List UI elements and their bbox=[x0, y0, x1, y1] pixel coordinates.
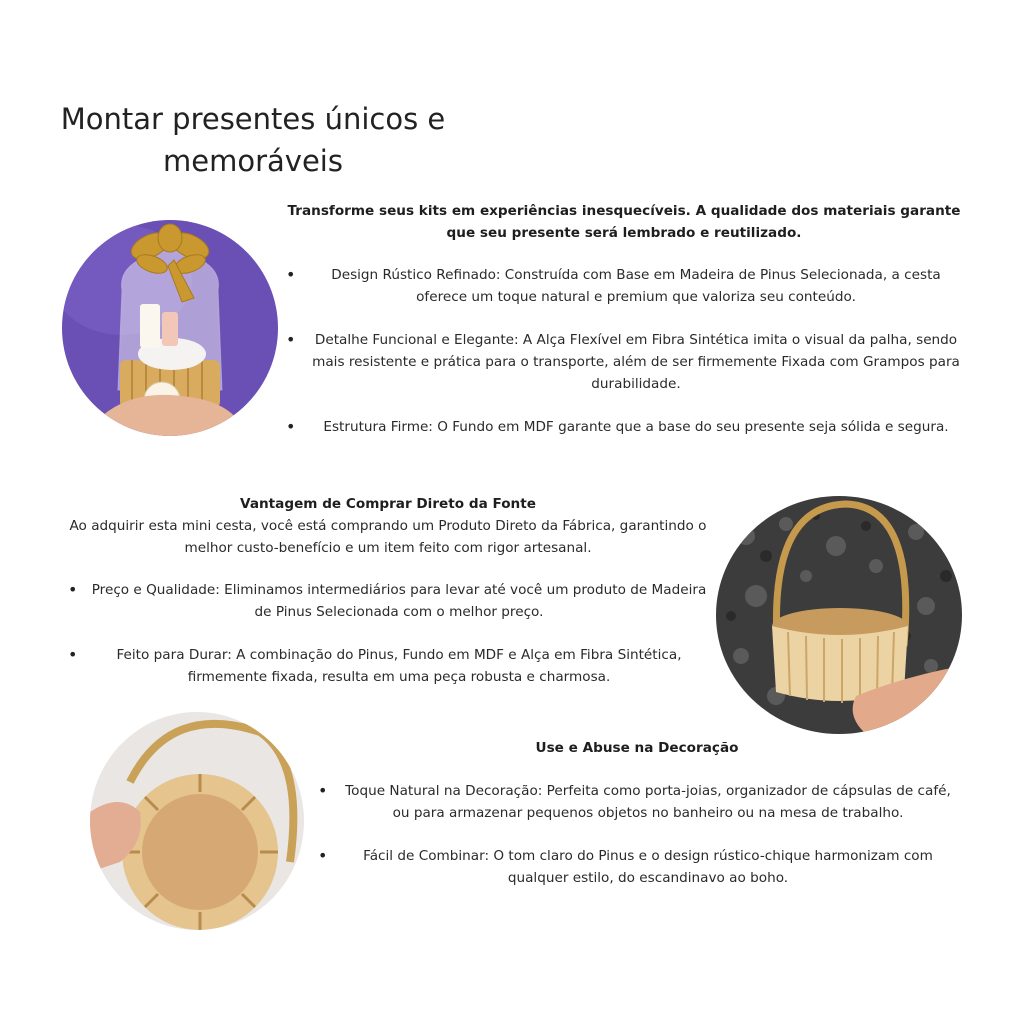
advantage-list bbox=[62, 579, 714, 688]
gift-basket-photo bbox=[62, 220, 278, 436]
decoration-section bbox=[316, 737, 958, 910]
decoration-list bbox=[316, 780, 958, 889]
materials-section bbox=[286, 200, 962, 459]
list-item: • Fácil de Combinar: O tom claro do Pinus e o design rústico-chique harmonizam com qualquer estilo, do escandinavo ao boho. bbox=[316, 845, 958, 889]
list-item: • Design Rústico Refinado: Construída com Base em Madeira de Pinus Selecionada, a cesta oferece um toque natural e premium que valoriza seu conteúdo. bbox=[286, 264, 962, 308]
list-item: • Feito para Durar: A combinação do Pinus, Fundo em MDF e Alça em Fibra Sintética, firmemente fixada, resulta em uma peça robusta e charmosa. bbox=[62, 644, 714, 688]
basket-top-view-photo bbox=[90, 712, 304, 930]
basket-on-stone-photo bbox=[716, 496, 962, 734]
materials-list bbox=[286, 264, 962, 438]
page-title: Montar presentes únicos e memoráveis bbox=[60, 102, 446, 178]
advantage-section bbox=[62, 493, 714, 709]
materials-heading: Transforme seus kits em experiências inesquecíveis. A qualidade dos materiais garante que seu presente será lembrado e reutilizado. bbox=[287, 203, 961, 241]
list-item: • Estrutura Firme: O Fundo em MDF garante que a base do seu presente seja sólida e segura. bbox=[286, 416, 962, 438]
list-item: • Detalhe Funcional e Elegante: A Alça Flexível em Fibra Sintética imita o visual da palha, sendo mais resistente e prática para o transporte, além de ser firmemente Fixada com Grampos para durabilidade. bbox=[286, 329, 962, 395]
list-item: • Preço e Qualidade: Eliminamos intermediários para levar até você um produto de Madeira de Pinus Selecionada com o melhor preço. bbox=[62, 579, 714, 623]
advantage-heading: Vantagem de Comprar Direto da Fonte bbox=[240, 496, 536, 512]
list-item: • Toque Natural na Decoração: Perfeita como porta-joias, organizador de cápsulas de café, ou para armazenar pequenos objetos no banheiro ou na mesa de trabalho. bbox=[316, 780, 958, 824]
decoration-heading: Use e Abuse na Decoração bbox=[535, 740, 739, 756]
advantage-intro: Ao adquirir esta mini cesta, você está comprando um Produto Direto da Fábrica, garantindo o melhor custo-benefício e um item feito com rigor artesanal. bbox=[69, 518, 707, 556]
